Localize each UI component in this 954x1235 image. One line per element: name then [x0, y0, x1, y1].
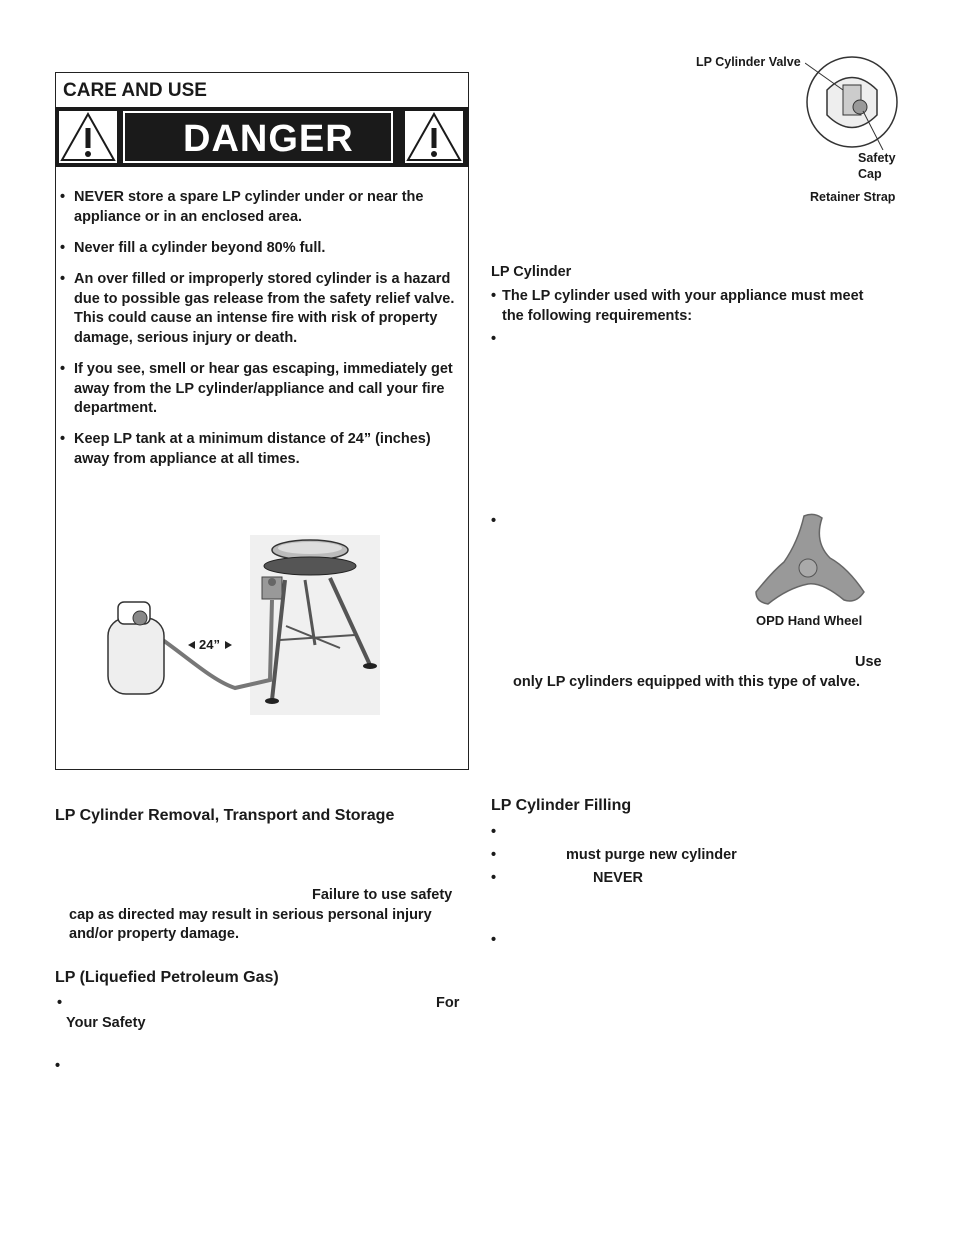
removal-warning: cap as directed may result in serious personal injury [69, 907, 432, 923]
filling-heading: LP Cylinder Filling [491, 797, 632, 814]
opd-hand-wheel-icon [752, 512, 868, 608]
warning-icon [59, 111, 117, 163]
your-safety: Your Safety [66, 1015, 146, 1031]
bullet-marker: • [491, 870, 497, 886]
danger-bullet: • An over filled or improperly stored cylinder is a hazard due to possible gas release from the safety relief valve. This could cause an intense fire with risk of property damage, serious injury or death. [60, 271, 455, 346]
section-title: CARE AND USE [63, 80, 207, 101]
purge-text: must purge new cylinder [566, 847, 737, 863]
danger-bullet: • Never fill a cylinder beyond 80% full. [60, 240, 326, 256]
bullet-marker: • [55, 1058, 61, 1074]
use-word: Use [855, 654, 882, 670]
for-word: For [436, 995, 460, 1011]
danger-bullet: • NEVER store a spare LP cylinder under or near the appliance or in an enclosed area. [60, 189, 424, 225]
danger-bullet: • Keep LP tank at a minimum distance of 24” (inches) away from appliance at all times. [60, 431, 431, 467]
lp-cylinder-heading: LP Cylinder [491, 264, 572, 280]
lp-gas-heading: LP (Liquefied Petroleum Gas) [55, 969, 279, 986]
bullet-marker: • [491, 824, 497, 840]
bullet-marker: • [491, 331, 497, 347]
retainer-strap-label: Retainer Strap [810, 190, 896, 204]
lp-cylinder-bullet: • The LP cylinder used with your appliance must meet the following requirements: [491, 288, 864, 324]
bullet-marker: • [57, 995, 63, 1011]
danger-label: DANGER [183, 118, 354, 160]
valve-illustration [805, 55, 900, 150]
use-line: only LP cylinders equipped with this type of valve. [513, 674, 861, 690]
valve-label: LP Cylinder Valve [696, 55, 801, 69]
danger-banner [55, 107, 469, 167]
bullet-marker: • [491, 513, 497, 529]
never-text: NEVER [593, 870, 643, 886]
cylinder-distance-illustration [100, 530, 390, 720]
bullet-marker: • [491, 932, 497, 948]
safety-cap-label: Safety Cap [858, 151, 896, 181]
removal-warning: Failure to use safety [312, 887, 453, 903]
warning-icon [405, 111, 463, 163]
danger-bullet: • If you see, smell or hear gas escaping, immediately get away from the LP cylinder/appliance and call your fire department. [60, 361, 453, 416]
removal-heading: LP Cylinder Removal, Transport and Storage [55, 807, 395, 824]
removal-warning: and/or property damage. [69, 926, 240, 942]
opd-label: OPD Hand Wheel [756, 613, 863, 628]
distance-label: 24” [199, 637, 220, 652]
danger-label-box [123, 111, 393, 163]
bullet-marker: • [491, 847, 497, 863]
